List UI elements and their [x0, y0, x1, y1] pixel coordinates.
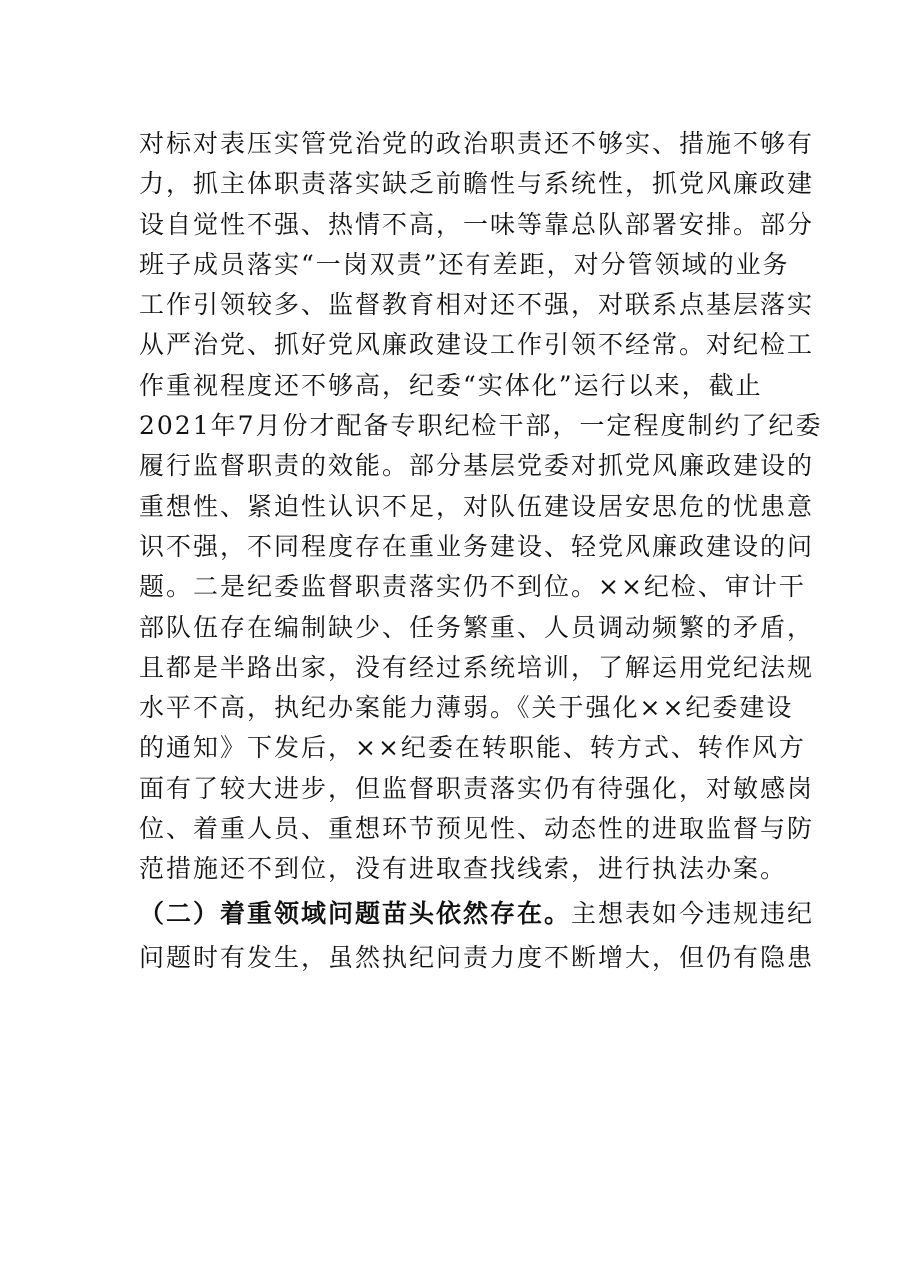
text-line-11: 识不强，不同程度存在重业务建设、轻党风廉政建设的问: [139, 531, 815, 561]
text-line-7: 作重视程度还不够高，纪委“实体化”运行以来，截止: [139, 370, 763, 400]
text-line-18: 位、着重人员、重想环节预见性、动态性的进取监督与防: [139, 814, 815, 844]
text-line-12: 题。二是纪委监督职责落实仍不到位。××纪检、审计干: [139, 572, 806, 602]
text-line-3: 设自觉性不强、热情不高，一味等靠总队部署安排。部分: [139, 209, 815, 239]
section-heading: （二）着重领域问题苗头依然存在。: [139, 898, 572, 928]
text-line-6: 从严治党、抓好党风廉政建设工作引领不经常。对纪检工: [139, 330, 815, 360]
text-line-9: 履行监督职责的效能。部分基层党委对抓党风廉政建设的: [139, 451, 815, 481]
body-text: [139, 124, 823, 978]
text-line-14: 且都是半路出家，没有经过系统培训，了解运用党纪法规: [139, 652, 815, 682]
text-line-19: 范措施还不到位，没有进取查找线索，进行执法办案。: [139, 854, 788, 884]
text-line-10: 重想性、紧迫性认识不足，对队伍建设居安思危的忧患意: [139, 491, 815, 521]
text-line-2: 力，抓主体职责落实缺乏前瞻性与系统性，抓党风廉政建: [139, 169, 815, 199]
text-line-16: 的通知》下发后，××纪委在转职能、转方式、转作风方: [139, 733, 806, 763]
text-line-4: 班子成员落实“一岗双责”还有差距，对分管领域的业务: [139, 249, 790, 279]
text-line-1: 对标对表压实管党治党的政治职责还不够实、措施不够有: [139, 129, 815, 158]
section-heading-continuation: 主想表如今违规违纪: [571, 898, 815, 928]
section-heading-line: [139, 890, 815, 938]
text-line-8: 2021年7月份才配备专职纪检干部，一定程度制约了纪委: [139, 411, 823, 441]
text-line-15: 水平不高，执纪办案能力薄弱。《关于强化××纪委建设: [139, 693, 794, 723]
text-line-17: 面有了较大进步，但监督职责落实仍有待强化，对敏感岗: [139, 773, 815, 803]
text-line-13: 部队伍存在编制缺少、任务繁重、人员调动频繁的矛盾，: [139, 612, 815, 642]
text-line-5: 工作引领较多、监督教育相对还不强，对联系点基层落实: [139, 290, 815, 320]
text-line-final: 问题时有发生，虽然执纪问责力度不断增大，但仍有隐患: [139, 942, 815, 972]
